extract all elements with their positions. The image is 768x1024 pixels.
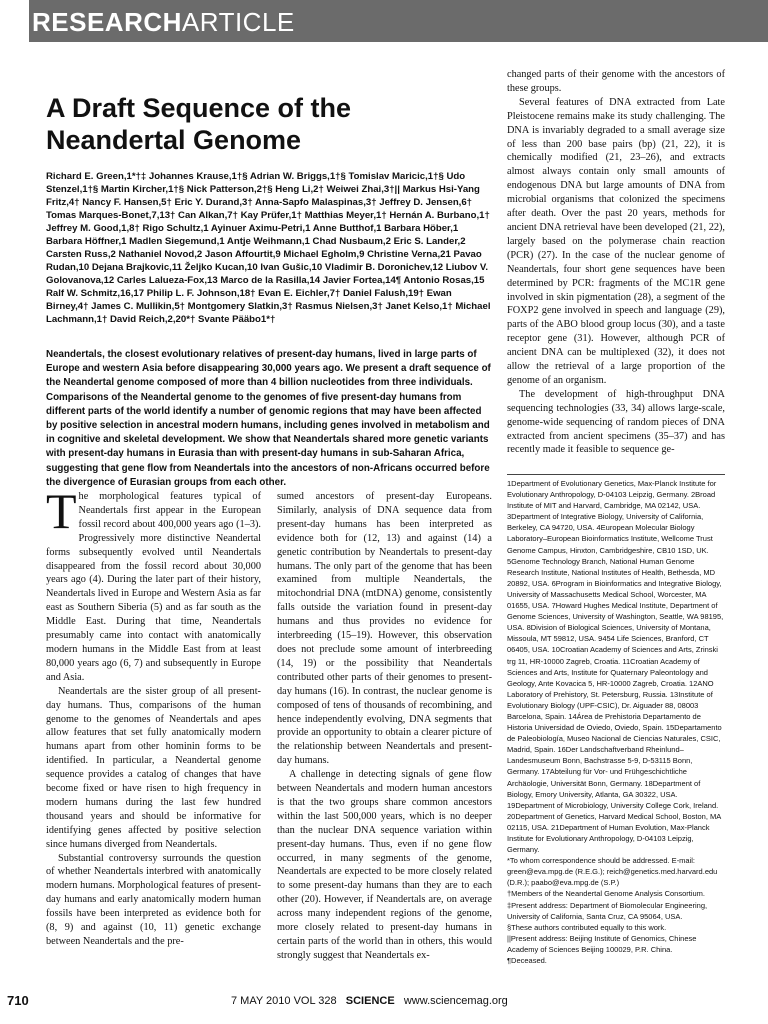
section-label	[32, 7, 295, 38]
body-column-3	[507, 68, 725, 457]
correspondence-note: *To whom correspondence should be addressed. E-mail: green@eva.mpg.de (R.E.G.); reich@genetics.med.harvard.edu (D.R.); paabo@eva.mpg.de (S.P.)	[507, 856, 718, 888]
page-number: 710	[7, 993, 29, 1008]
journal-url: www.sciencemag.org	[403, 995, 508, 1007]
note: †Members of the Neandertal Genome Analysis Consortium.	[507, 889, 706, 899]
issue-date-volume: 7 MAY 2010 VOL 328	[231, 995, 337, 1007]
note: ||Present address: Beijing Institute of Genomics, Chinese Academy of Sciences Beijing 100029, P.R. China.	[507, 933, 697, 954]
abstract: Neandertals, the closest evolutionary relatives of present-day humans, lived in large parts of Europe and western Asia before disappearing 30,000 years ago. We present a draft sequence of the Neandertal genome composed of more than 4 billion nucleotides from three individuals. Comparisons of the Neandertal genome to the genomes of five present-day humans from different parts of the world identify a number of genomic regions that may have been affected by positive selection in ancestral modern humans, including genes involved in metabolism and in cognitive and skeletal development. We show that Neandertals shared more genetic variants with present-day humans in Eurasia than with present-day humans in sub-Saharan Africa, suggesting that gene flow from Neandertals into the ancestors of non-Africans occurred before the divergence of Eurasian groups from each other.	[46, 349, 491, 488]
drop-cap: T	[46, 483, 77, 539]
paragraph: changed parts of their genome with the ancestors of these groups.	[507, 69, 725, 94]
article-title: A Draft Sequence of the Neandertal Genome	[46, 93, 352, 155]
body-column-2	[277, 490, 492, 963]
note: ¶Deceased.	[507, 956, 547, 966]
section-label-bold: RESEARCH	[32, 7, 182, 37]
banner-divider	[26, 0, 29, 42]
paragraph: he morphological features typical of Neandertals first appear in the European fossil record about 400,000 years ago (1–3). Progressively more distinctive Neandertal forms subsequently evolved until Neandertals disappeared from the fossil record about 30,000 years ago (4). During the later part of their history, Neandertals lived in Europe and Western Asia as far east as Southern Siberia (5) and as far south as the Middle East. During that time, Neandertals presumably came into contact with anatomically modern humans in the Middle East from at least 80,000 years ago (6, 7) and subsequently in Europe and Asia.	[46, 491, 261, 683]
page-footer	[0, 993, 768, 1017]
note: ‡Present address: Department of Biomolecular Engineering, University of California, Santa Cruz, CA 95064, USA.	[507, 900, 708, 921]
footnote-divider	[507, 474, 725, 475]
note: §These authors contributed equally to this work.	[507, 922, 667, 932]
section-label-light: ARTICLE	[181, 7, 295, 37]
paragraph: The development of high-throughput DNA sequencing technologies (33, 34) allows large-scale, genome-wide sequencing of random pieces of DNA extracted from ancient specimens (35–37) and has recently made it feasible to sequence ge-	[507, 388, 725, 456]
paragraph: Substantial controversy surrounds the question of whether Neandertals interbred with anatomically modern humans. Morphological features of present-day humans and early anatomically modern human fossils have been interpreted as evidence both for (8, 9) and against (10, 11) genetic exchange between Neandertals and the pre-	[46, 852, 261, 947]
issue-info	[231, 995, 508, 1007]
affiliations: 1Department of Evolutionary Genetics, Max-Planck Institute for Evolutionary Anthropology, D-04103 Leipzig, Germany. 2Broad Institute of MIT and Harvard, Cambridge, MA 02142, USA. 3Department of Integrative Biology, University of California, Berkeley, CA 94720, USA. 4European Molecular Biology Laboratory–European Bioinformatics Institute, Wellcome Trust Genome Campus, Hinxton, Cambridgeshire, CB10 1SD, UK. 5Genome Technology Branch, National Human Genome Research Institute, National Institutes of Health, Bethesda, MD 20892, USA. 6Program in Bioinformatics and Integrative Biology, University of Massachusetts Medical School, Worcester, MA 01655, USA. 7Howard Hughes Medical Institute, Department of Genome Sciences, University of Washington, Seattle, WA 98195, USA. 8Division of Biological Sciences, University of Montana, Missoula, MT 59812, USA. 9454 Life Sciences, Branford, CT 06405, USA. 10Croatian Academy of Sciences and Arts, Zrinski trg 11, HR-10000 Zagreb, Croatia. 11Croatian Academy of Sciences and Arts, Institute for Quaternary Paleontology and Geology, Ante Kovacica 5, HR-10000 Zagreb, Croatia. 12ANO Laboratory of Prehistory, St. Petersburg, Russia. 13Institute of Evolutionary Biology (UPF-CSIC), Dr. Aiguader 88, 08003 Barcelona, Spain. 14Área de Prehistoria Departamento de Historia Universidad de Oviedo, Oviedo, Spain. 15Departamento de Paleobiología, Museo Nacional de Ciencias Naturales, CSIC, Madrid, Spain. 16Der Landschaftverband Rheinlund–Landesmuseum Bonn, Bachstrasse 5-9, D-53115 Bonn, Germany. 17Abteilung für Vor- und Frühgeschichtliche Archäologie, Universität Bonn, Germany. 18Department of Biology, Emory University, Atlanta, GA 30322, USA. 19Department of Microbiology, University College Cork, Ireland. 20Department of Genetics, Harvard Medical School, Boston, MA 02115, USA. 21Department of Human Evolution, Max-Planck Institute for Evolutionary Anthropology, D-04103 Leipzig, Germany.	[507, 479, 724, 855]
author-list: Richard E. Green,1*†‡ Johannes Krause,1†§ Adrian W. Briggs,1†§ Tomislav Maricic,1†§ Udo Stenzel,1†§ Martin Kircher,1†§ Nick Patterson,2†§ Heng Li,2† Weiwei Zhai,3†|| Markus Hsi-Yang Fritz,4† Nancy F. Hansen,5† Eric Y. Durand,3† Anna-Sapfo Malaspinas,3† Jeffrey D. Jensen,6† Tomas Marques-Bonet,7,13† Can Alkan,7† Kay Prüfer,1† Matthias Meyer,1† Hernán A. Burbano,1† Jeffrey M. Good,1,8† Rigo Schultz,1 Ayinuer Aximu-Petri,1 Anne Butthof,1 Barbara Höber,1 Barbara Höffner,1 Madlen Siegemund,1 Antje Weihmann,1 Chad Nusbaum,2 Eric S. Lander,2 Carsten Russ,2 Nathaniel Novod,2 Jason Affourtit,9 Michael Egholm,9 Christine Verna,21 Pavao Rudan,10 Dejana Brajkovic,11 Željko Kucan,10 Ivan Gušic,10 Vladimir B. Doronichev,12 Liubov V. Golovanova,12 Carles Lalueza-Fox,13 Marco de la Rasilla,14 Javier Fortea,14¶ Antonio Rosas,15 Ralf W. Schmitz,16,17 Philip L. F. Johnson,18† Evan E. Eichler,7† Daniel Falush,19† Ewan Birney,4† James C. Mullikin,5† Montgomery Slatkin,3† Rasmus Nielsen,3† Janet Kelso,1† Michael Lachmann,1† David Reich,2,20*† Svante Pääbo1*†	[46, 171, 491, 325]
paragraph: Several features of DNA extracted from Late Pleistocene remains make its study challenging. The DNA is invariably degraded to a small average size of less than 200 base pairs (bp) (21, 22), it is chemically modified (21, 23–26), and extracts almost always contain only small amounts of endogenous DNA but large amounts of DNA from microbial organisms that colonized the specimens after death. Over the past 20 years, methods for ancient DNA retrieval have been developed (21, 22), largely based on the polymerase chain reaction (PCR) (27). In the case of the nuclear genome of Neandertals, four short gene sequences have been determined by PCR: fragments of the MC1R gene involved in skin pigmentation (28), a segment of the FOXP2 gene involved in speech and language (29), parts of the ABO blood group locus (30), and a taste receptor gene (31). However, although PCR of ancient DNA can be multiplexed (32), it does not allow the retrieval of a large proportion of the genome of an organism.	[507, 96, 725, 386]
body-column-1	[46, 483, 261, 949]
paragraph: sumed ancestors of present-day Europeans. Similarly, analysis of DNA sequence data from present-day humans has been interpreted as evidence both for (12, 13) and against (14) a genetic contribution by Neandertals to present-day humans. The only part of the genome that has been examined from multiple Neandertals, the mitochondrial DNA (mtDNA) genome, consistently falls outside the variation found in present-day humans and thus provides no evidence for interbreeding (15–19). However, this observation does not preclude some amount of interbreeding (14, 19) or the possibility that Neandertals contributed other parts of their genomes to present-day humans (16). In contrast, the nuclear genome is composed of tens of thousands of recombining, and hence independently evolving, DNA segments that provide an opportunity to obtain a clearer picture of the relationship between Neandertals and present-day humans.	[277, 491, 492, 767]
paragraph: Neandertals are the sister group of all present-day humans. Thus, comparisons of the human genome to the genomes of Neandertals and apes allow features that set fully anatomically modern humans apart from other hominin forms to be identified. In particular, a Neandertal genome sequence provides a catalog of changes that have become fixed or have risen to high frequency in modern humans during the last few hundred thousand years and should be informative for identifying genes affected by positive selection since humans diverged from Neandertals.	[46, 685, 261, 850]
journal-name: SCIENCE	[345, 995, 395, 1007]
paragraph: A challenge in detecting signals of gene flow between Neandertals and modern human ancestors is that the two groups share common ancestors within the last 500,000 years, which is no deeper than the nuclear DNA sequence variation within present-day humans. Thus, even if no gene flow occurred, in many segments of the genome, Neandertals are expected to be more closely related to some present-day humans than they are to each other (20). However, if Neandertals are, on average across many independent regions of the genome, more closely related to present-day humans in certain parts of the world than in others, this would strongly suggest that Neandertals ex-	[277, 769, 492, 961]
affiliations-block	[507, 478, 725, 966]
